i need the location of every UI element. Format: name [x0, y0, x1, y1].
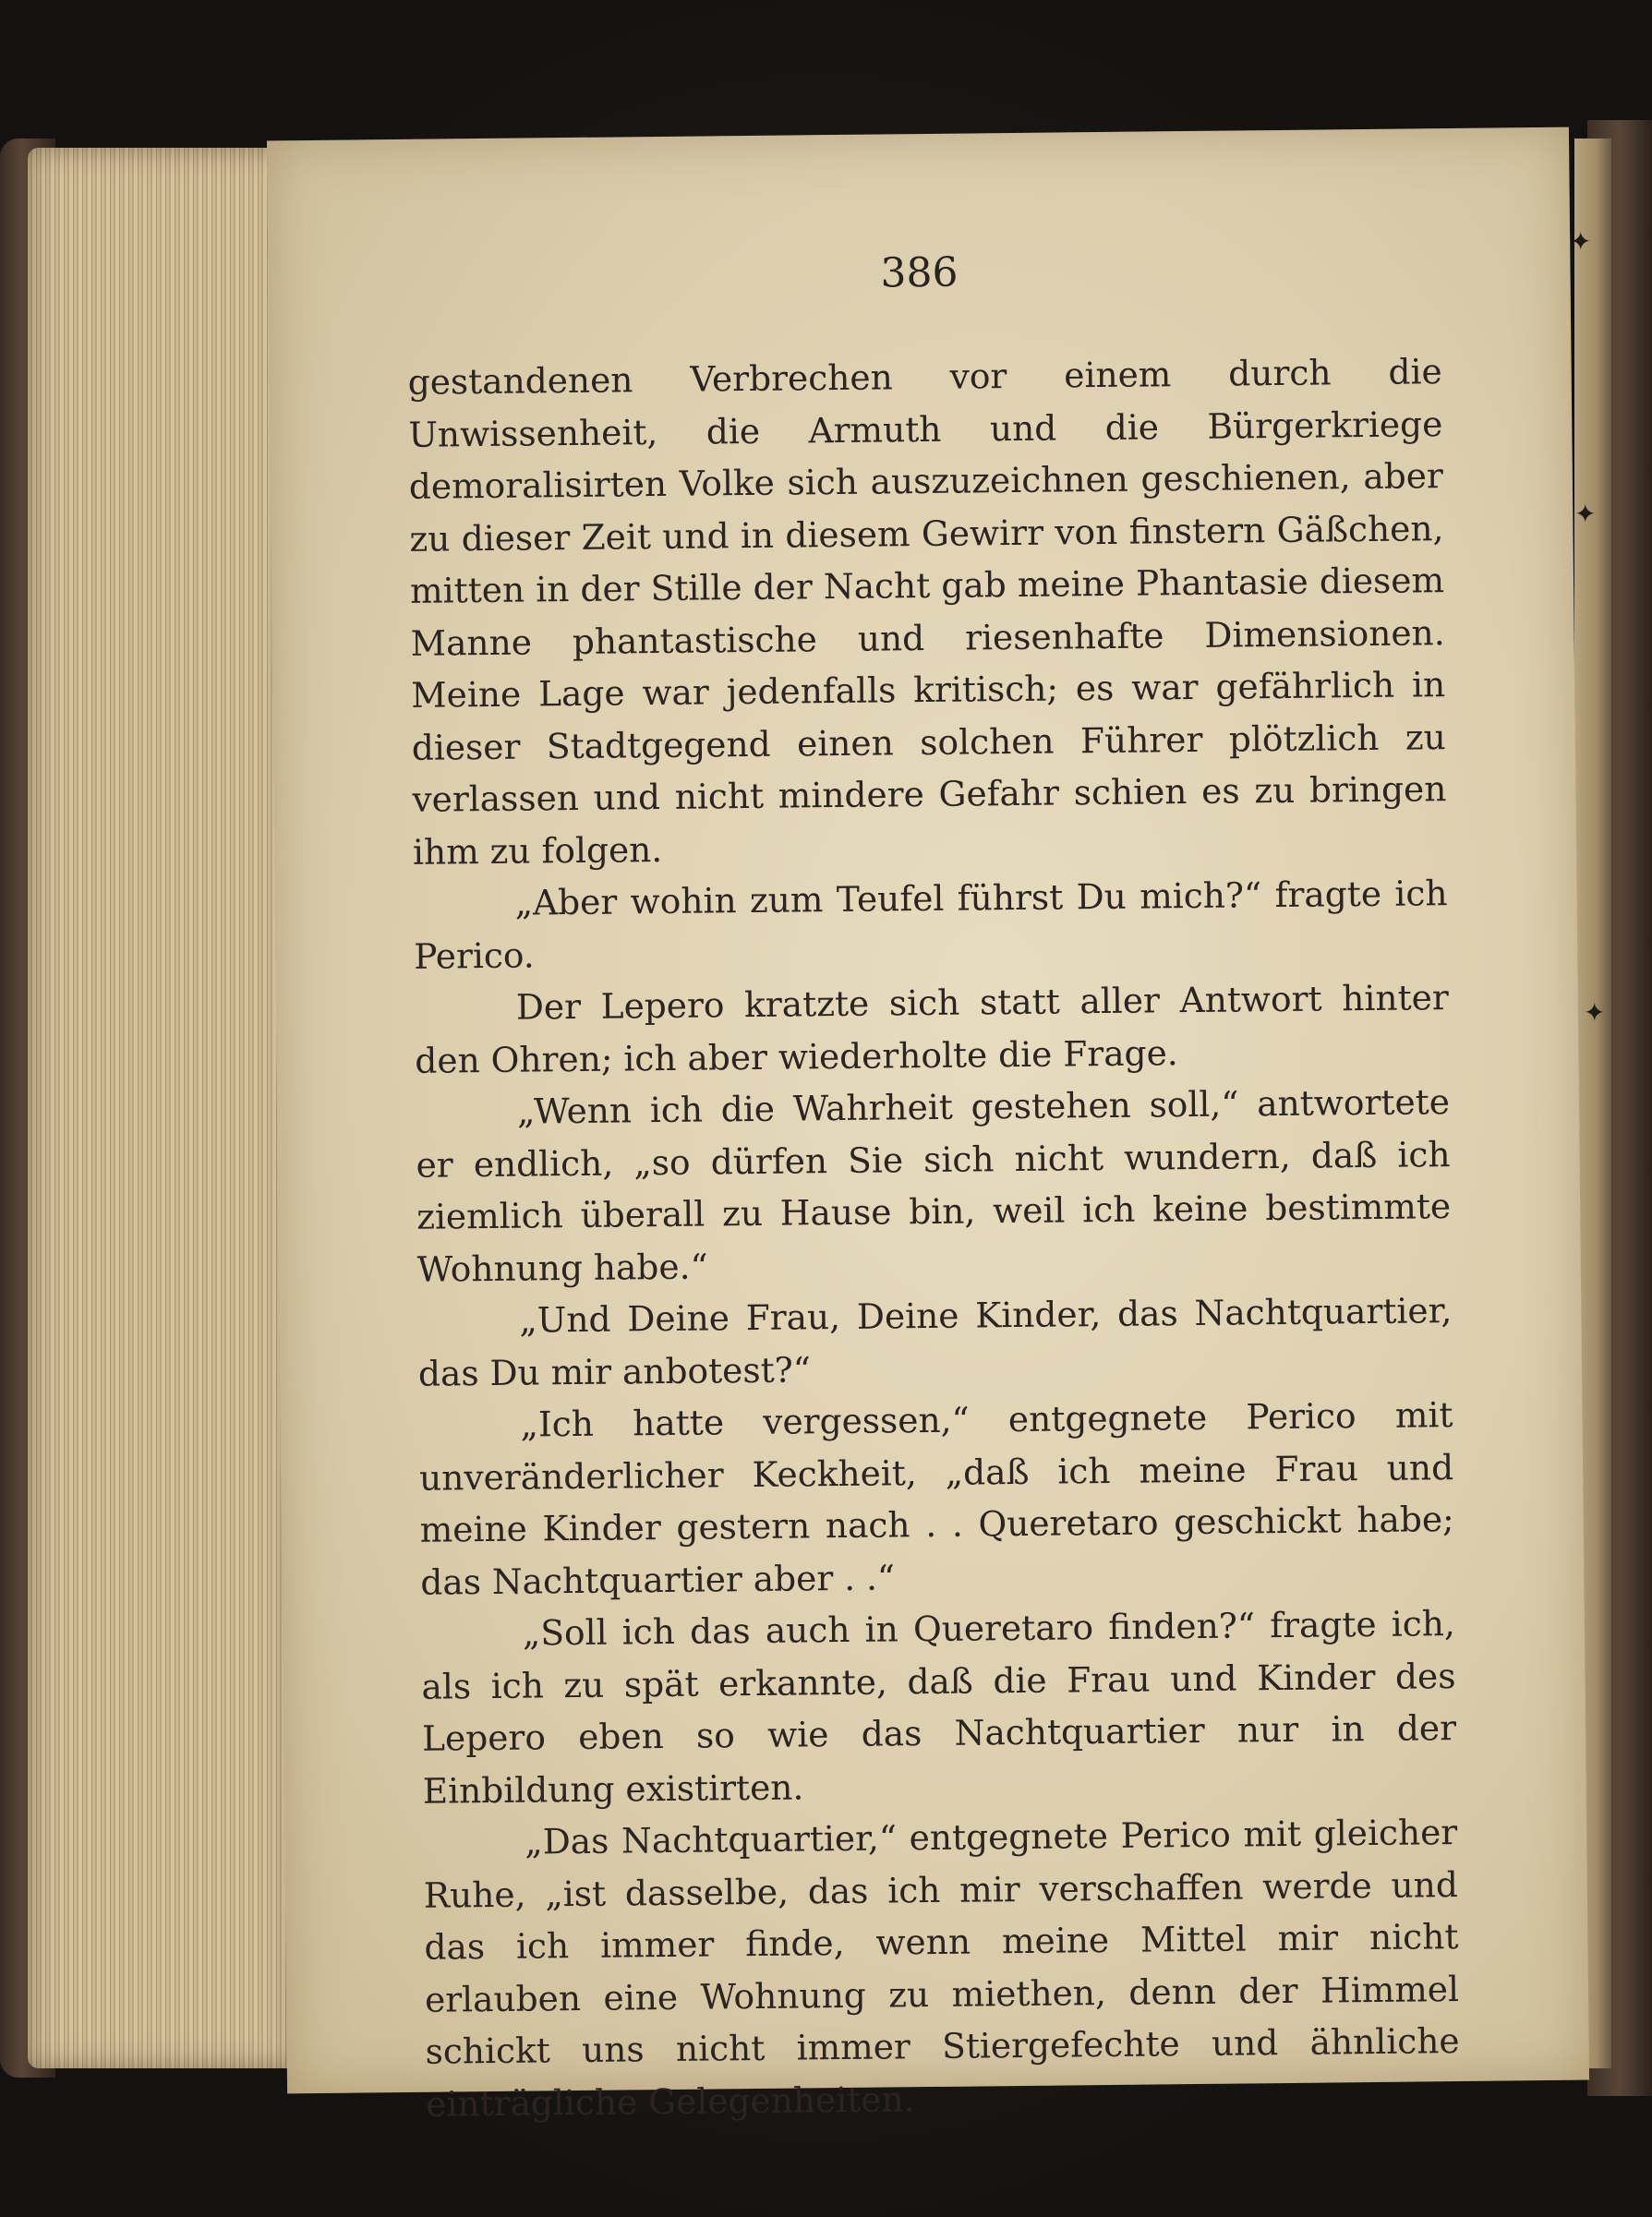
paragraph: „Wenn ich die Wahrheit gestehen soll,“ antwortete er endlich, „so dürfen Sie sich nicht wundern, daß ich ziemlich überall zu Hause bin, weil ich keine bestimmte Wohnung habe.“ [416, 1081, 1452, 1290]
page-number: 386 [880, 248, 959, 297]
book-page [267, 127, 1592, 2125]
binding-mark: ✦ [1574, 499, 1597, 529]
paragraph: „Und Deine Frau, Deine Kinder, das Nachtquartier, das Du mir anbotest?“ [417, 1290, 1453, 1394]
binding-mark: ✦ [1584, 997, 1606, 1028]
paragraph: „Ich hatte vergessen,“ entgegnete Perico mit unveränderlicher Keckheit, „daß ich meine Frau und meine Kinder gestern nach . . Queretaro geschickt habe; das Nachtquartier aber . .“ [418, 1394, 1454, 1603]
binding-mark: ✦ [1570, 226, 1592, 257]
paragraph: „Das Nachtquartier,“ entgegnete Perico mit gleicher Ruhe, „ist dasselbe, das ich mir verschaffen werde und das ich immer finde, wenn meine Mittel mir nicht erlauben eine Wohnung zu miethen, denn der Himmel schickt uns nicht immer Stiergefechte und ähnliche einträgliche Gelegenheiten. [423, 1812, 1460, 2125]
paragraph: „Aber wohin zum Teufel führst Du mich?“ fragte ich Perico. [413, 873, 1448, 977]
paragraph: „Soll ich das auch in Queretaro finden?“ fragte ich, als ich zu spät erkannte, daß die Frau und Kinder des Lepero eben so wie das Nachtquartier nur in der Einbildung existirten. [421, 1603, 1457, 1812]
paragraph: Der Lepero kratzte sich statt aller Antwort hinter den Ohren; ich aber wiederholte die Frage. [415, 977, 1449, 1081]
paragraph: gestandenen Verbrechen vor einem durch die Unwissenheit, die Armuth und die Bürgerkriege demoralisirten Volke sich auszuzeichnen geschienen, aber zu dieser Zeit und in diesem Gewirr von finstern Gäßchen, mitten in der Stille der Nacht gab meine Phantasie diesem Manne phantastische und riesenhafte Dimensionen. Meine Lage war jedenfalls kritisch; es war gefährlich in dieser Stadtgegend einen solchen Führer plötzlich zu verlassen und nicht mindere Gefahr schien es zu bringen ihm zu folgen. [407, 351, 1447, 873]
page-edges-stack [28, 148, 295, 2068]
page-text [407, 345, 1460, 2130]
